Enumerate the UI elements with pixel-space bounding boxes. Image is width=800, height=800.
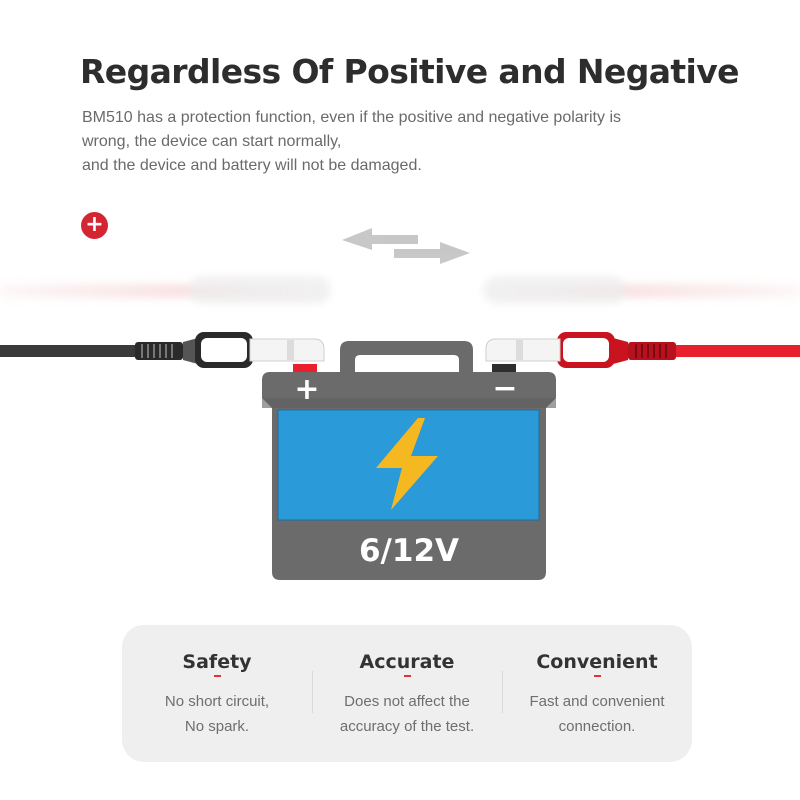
voltage-label: 6/12V (358, 533, 460, 569)
features-panel (122, 625, 692, 762)
feature-line: accuracy of the test. (339, 718, 475, 735)
feature-line: Fast and convenient (529, 693, 665, 710)
black-clamp-icon (0, 332, 324, 368)
feature-body (502, 689, 692, 739)
feature-title: Safety (182, 651, 252, 673)
feature-body (122, 689, 312, 739)
negative-sign: − (492, 371, 518, 406)
description-line: and the device and battery will not be damaged. (82, 157, 422, 174)
battery-handle (340, 341, 473, 374)
feature-dash (404, 675, 411, 677)
feature-dash (214, 675, 221, 677)
feature-convenient (502, 625, 692, 762)
feature-line: connection. (558, 718, 636, 735)
red-clamp-icon (486, 332, 800, 368)
feature-line: Does not affect the (344, 693, 470, 710)
feature-title: Accurate (359, 651, 455, 673)
plus-icon: + (81, 212, 108, 239)
feature-safety (122, 625, 312, 762)
description-line: wrong, the device can start normally, (82, 133, 342, 150)
feature-line: No spark. (184, 718, 250, 735)
feature-line: No short circuit, (164, 693, 270, 710)
positive-sign: + (294, 372, 320, 407)
ghost-cables (0, 276, 800, 304)
feature-body (312, 689, 502, 739)
feature-accurate (312, 625, 502, 762)
feature-dash (594, 675, 601, 677)
swap-arrows-icon (342, 228, 470, 264)
feature-title: Convenient (536, 651, 658, 673)
headline: Regardless Of Positive and Negative (80, 52, 739, 91)
description-line: BM510 has a protection function, even if the positive and negative polarity is (82, 109, 621, 126)
